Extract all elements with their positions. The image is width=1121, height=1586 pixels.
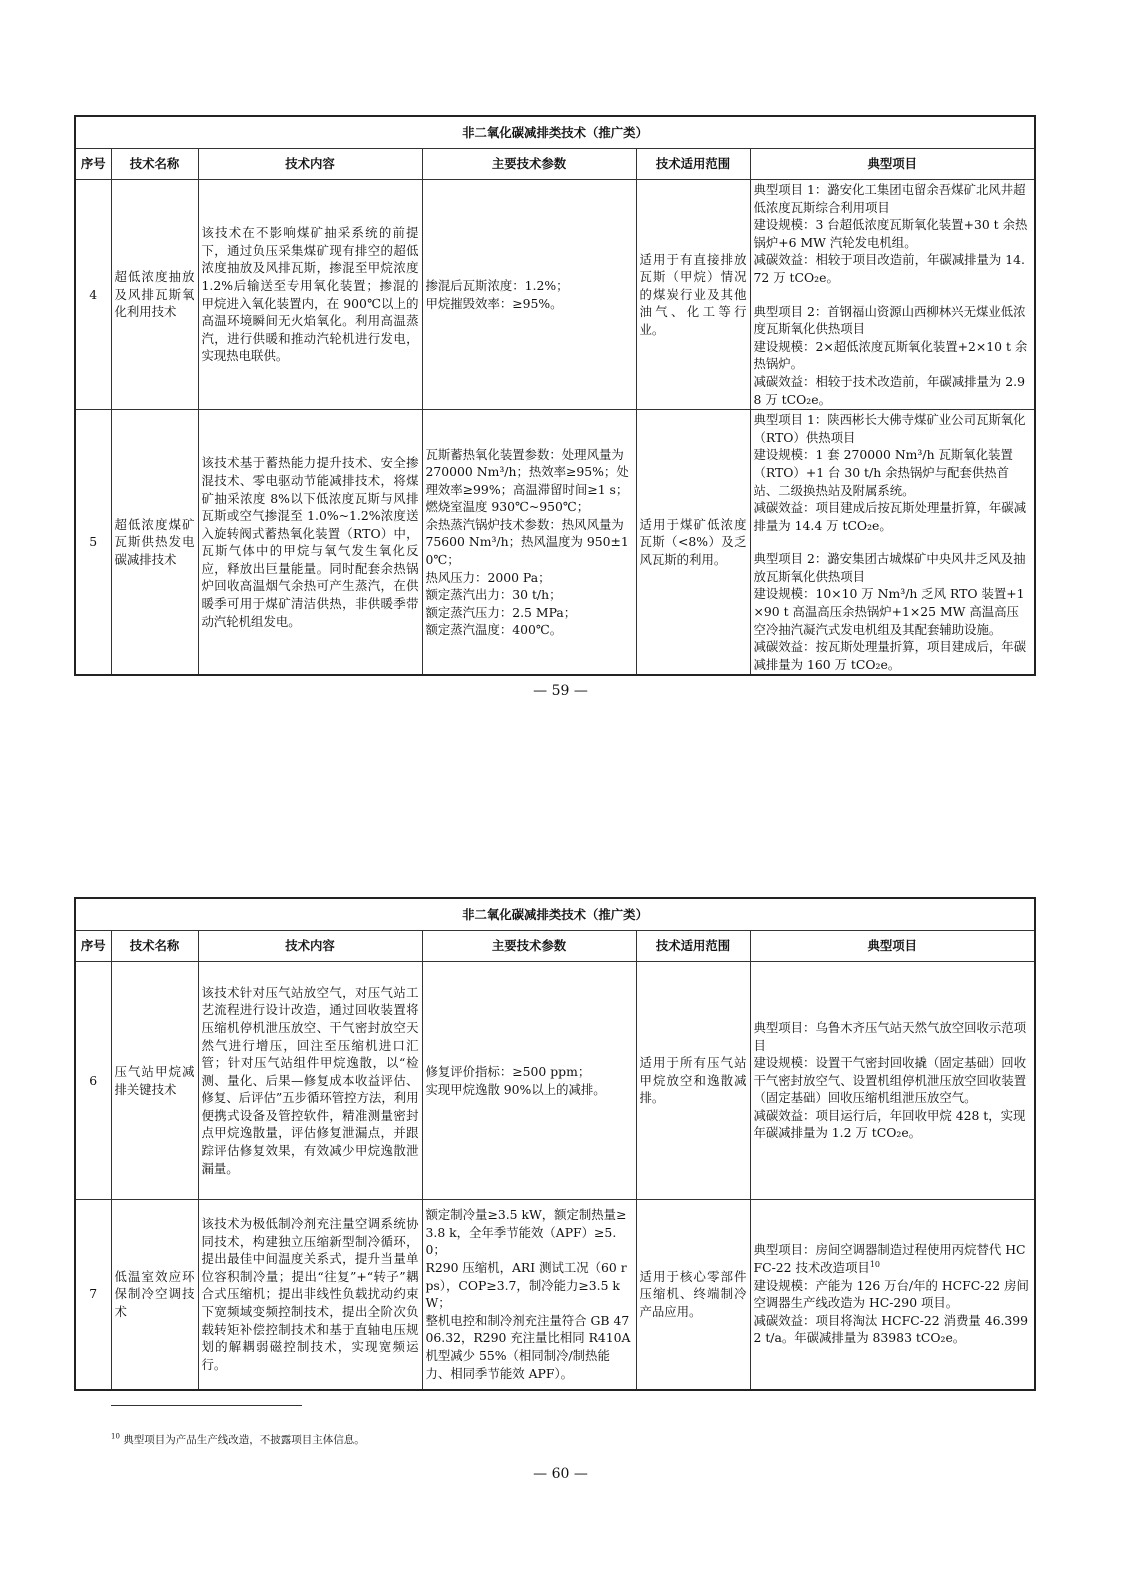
header-no: 序号 — [75, 149, 111, 180]
row-params — [422, 180, 636, 410]
row-scope: 适用于所有压气站甲烷放空和逸散减排。 — [636, 962, 750, 1200]
project-line: 减碳效益：相较于技术改造前，年碳减排量为 2.98 万 tCO₂e。 — [753, 373, 1025, 407]
header-name: 技术名称 — [111, 149, 198, 180]
param-line: 额定蒸汽温度：400℃。 — [425, 622, 563, 638]
row-params — [422, 962, 636, 1200]
project-line: 建设规模：1 套 270000 Nm³/h 瓦斯氧化装置（RTO）+1 台 30 t/h 余热锅炉与配套供热首站、二级换热站及附属系统。 — [753, 447, 1013, 498]
project-line: 建设规模：设置干气密封回收撬（固定基础）回收干气密封放空气、设置机组停机泄压放空回收装置（固定基础）回收压缩机组泄压放空气。 — [753, 1055, 1027, 1106]
param-line: 额定制冷量≥3.5 kW，额定制热量≥3.8 k，全年季节能效（APF）≥5.0； — [425, 1207, 627, 1258]
row-name: 超低浓度煤矿瓦斯供热发电碳减排技术 — [111, 410, 198, 676]
header-scope: 技术适用范围 — [636, 931, 750, 962]
footnote-text: 典型项目为产品生产线改造，不披露项目主体信息。 — [123, 1434, 365, 1446]
row-content: 该技术针对压气站放空气，对压气站工艺流程进行设计改造，通过回收装置将压缩机停机泄压放空、干气密封放空天然气进行增压，回注至压缩机进口汇管；针对压气站组件甲烷逸散，以“检测、量化、后果—修复成本收益评估、修复、后评估”五步循环管控方法，利用便携式设备及管控软件，精准测量密封点甲烷逸散量，评估修复泄漏点，并跟踪评估修复效果，有效减少甲烷逸散泄漏量。 — [198, 962, 422, 1200]
header-params: 主要技术参数 — [422, 931, 636, 962]
project-title: 典型项目：房间空调器制造过程使用丙烷替代 HCFC-22 技术改造项目 — [753, 1242, 1026, 1276]
param-line: 额定蒸汽压力：2.5 MPa； — [425, 604, 577, 620]
row-projects — [750, 1200, 1035, 1390]
row-projects — [750, 410, 1035, 676]
row-no: 6 — [75, 962, 111, 1200]
table-title: 非二氧化碳减排类技术（推广类） — [75, 898, 1035, 931]
header-name: 技术名称 — [111, 931, 198, 962]
row-content: 该技术在不影响煤矿抽采系统的前提下，通过负压采集煤矿现有排空的超低浓度抽放及风排瓦斯，掺混至甲烷浓度 1.2%后输送至专用氧化装置；掺混的甲烷进入氧化装置内，在 900℃以上的高温环境瞬间无火焰氧化。利用高温蒸汽，进行供暖和推动汽轮机进行发电，实现热电联供。 — [198, 180, 422, 410]
project-line: 减碳效益：按瓦斯处理量折算，项目建成后，年碳减排量为 160 万 tCO₂e。 — [753, 639, 1027, 672]
project-line: 减碳效益：相较于项目改造前，年碳减排量为 14.72 万 tCO₂e。 — [753, 252, 1025, 285]
param-line: 余热蒸汽锅炉技术参数：热风风量为 75600 Nm³/h；热风温度为 950±10℃； — [425, 516, 629, 568]
table-title-row — [75, 898, 1035, 931]
header-scope: 技术适用范围 — [636, 149, 750, 180]
project-line — [754, 1241, 1032, 1276]
project-line: 建设规模：2×超低浓度瓦斯氧化装置+2×10 t 余热锅炉。 — [753, 338, 1028, 372]
project-line: 减碳效益：项目建成后按瓦斯处理量折算，年碳减排量为 14.4 万 tCO₂e。 — [753, 500, 1027, 533]
tech-table-page-59 — [74, 115, 1036, 676]
project-line: 减碳效益：项目将淘汰 HCFC-22 消费量 46.3992 t/a。年碳减排量为 83983 tCO₂e。 — [753, 1312, 1029, 1346]
footnote — [111, 1432, 365, 1447]
row-no: 5 — [75, 410, 111, 676]
param-line: 实现甲烷逸散 90%以上的减排。 — [425, 1081, 606, 1097]
header-no: 序号 — [75, 931, 111, 962]
row-name: 压气站甲烷减排关键技术 — [111, 962, 198, 1200]
project-line: 典型项目：乌鲁木齐压气站天然气放空回收示范项目 — [753, 1019, 1027, 1053]
row-name: 低温室效应环保制冷空调技术 — [111, 1200, 198, 1390]
row-scope: 适用于煤矿低浓度瓦斯（<8%）及乏风瓦斯的利用。 — [636, 410, 750, 676]
row-content: 该技术为极低制冷剂充注量空调系统协同技术，构建独立压缩新型制冷循环，提出最佳中间温度关系式，提升当量单位容积制冷量；提出“往复”+“转子”耦合式压缩机；提出非线性负载扰动约束下宽频域变频控制技术，提出全阶次负载转矩补偿控制技术和基于直轴电压规划的解耦弱磁控制技术，实现宽频运行。 — [198, 1200, 422, 1390]
table-row — [75, 1200, 1035, 1390]
footnote-ref: 10 — [869, 1259, 881, 1269]
project-line: 典型项目 2：首钢福山资源山西柳林兴无煤业低浓度瓦斯氧化供热项目 — [753, 303, 1026, 337]
header-params: 主要技术参数 — [422, 149, 636, 180]
table-row — [75, 180, 1035, 410]
param-line: 修复评价指标：≥500 ppm； — [425, 1063, 591, 1079]
param-line: 掺混后瓦斯浓度：1.2%； — [425, 277, 569, 293]
param-line: 整机电控和制冷剂充注量符合 GB 4706.32，R290 充注量比相同 R410A 机型减少 55%（相同制冷/制热能力、相同季节能效 APF）。 — [425, 1312, 631, 1381]
header-content: 技术内容 — [198, 931, 422, 962]
project-line: 典型项目 1：陕西彬长大佛寺煤矿业公司瓦斯氧化（RTO）供热项目 — [753, 412, 1026, 445]
header-row — [75, 149, 1035, 180]
project-line: 典型项目 2：潞安集团古城煤矿中央风井乏风及抽放瓦斯氧化供热项目 — [753, 551, 1026, 584]
param-line: 额定蒸汽出力：30 t/h； — [425, 587, 562, 603]
header-content: 技术内容 — [198, 149, 422, 180]
param-line: 热风压力：2000 Pa； — [425, 569, 551, 585]
header-project: 典型项目 — [750, 149, 1035, 180]
project-line: 建设规模：3 台超低浓度瓦斯氧化装置+30 t 余热锅炉+6 MW 汽轮发电机组。 — [753, 217, 1028, 250]
row-scope: 适用于核心零部件压缩机、终端制冷产品应用。 — [636, 1200, 750, 1390]
page-number: — 59 — — [533, 683, 588, 699]
row-no: 4 — [75, 180, 111, 410]
row-projects — [750, 180, 1035, 410]
footnote-marker: 10 — [111, 1432, 120, 1441]
tech-table-page-60 — [74, 897, 1036, 1391]
project-line: 建设规模：10×10 万 Nm³/h 乏风 RTO 装置+1×90 t 高温高压余热锅炉+1×25 MW 高温高压空冷抽汽凝汽式发电机组及其配套辅助设施。 — [753, 586, 1025, 637]
row-scope: 适用于有直接排放瓦斯（甲烷）情况的煤炭行业及其他油气、化工等行业。 — [636, 180, 750, 410]
param-line: R290 压缩机，ARI 测试工况（60 rps），COP≥3.7，制冷能力≥3.5 kW； — [425, 1260, 627, 1311]
project-line: 减碳效益：项目运行后，年回收甲烷 428 t，实现年碳减排量为 1.2 万 tCO₂e。 — [753, 1107, 1026, 1141]
project-line: 建设规模：产能为 126 万台/年的 HCFC-22 房间空调器生产线改造为 HC-290 项目。 — [753, 1277, 1029, 1311]
table-row — [75, 410, 1035, 676]
row-params — [422, 410, 636, 676]
param-line: 甲烷摧毁效率：≥95%。 — [425, 295, 563, 311]
project-gap — [754, 534, 1032, 550]
table-row — [75, 962, 1035, 1200]
table-title: 非二氧化碳减排类技术（推广类） — [75, 116, 1035, 149]
project-gap — [754, 287, 1032, 303]
table-title-row — [75, 116, 1035, 149]
param-line: 瓦斯蓄热氧化装置参数：处理风量为 270000 Nm³/h；热效率≥95%；处理效率≥99%；高温滞留时间≥1 s；燃烧室温度 930℃~950℃； — [425, 446, 629, 515]
project-line: 典型项目 1：潞安化工集团屯留余吾煤矿北风井超低浓度瓦斯综合利用项目 — [753, 182, 1026, 215]
row-projects — [750, 962, 1035, 1200]
row-content: 该技术基于蓄热能力提升技术、安全掺混技术、零电驱动节能减排技术，将煤矿抽采浓度 8%以下低浓度瓦斯与风排瓦斯或空气掺混至 1.0%~1.2%浓度送入旋转阀式蓄热氧化装置（RTO）中，瓦斯气体中的甲烷与氧气发生氧化反应，释放出巨量能量。同时配套余热锅炉回收高温烟气余热可产生蒸汽，在供暖季可用于煤矿清洁供热，非供暖季带动汽轮机组发电。 — [198, 410, 422, 676]
row-no: 7 — [75, 1200, 111, 1390]
header-project: 典型项目 — [750, 931, 1035, 962]
row-name: 超低浓度抽放及风排瓦斯氧化利用技术 — [111, 180, 198, 410]
header-row — [75, 931, 1035, 962]
page-number: — 60 — — [533, 1466, 588, 1482]
footnote-rule — [111, 1405, 302, 1406]
row-params — [422, 1200, 636, 1390]
